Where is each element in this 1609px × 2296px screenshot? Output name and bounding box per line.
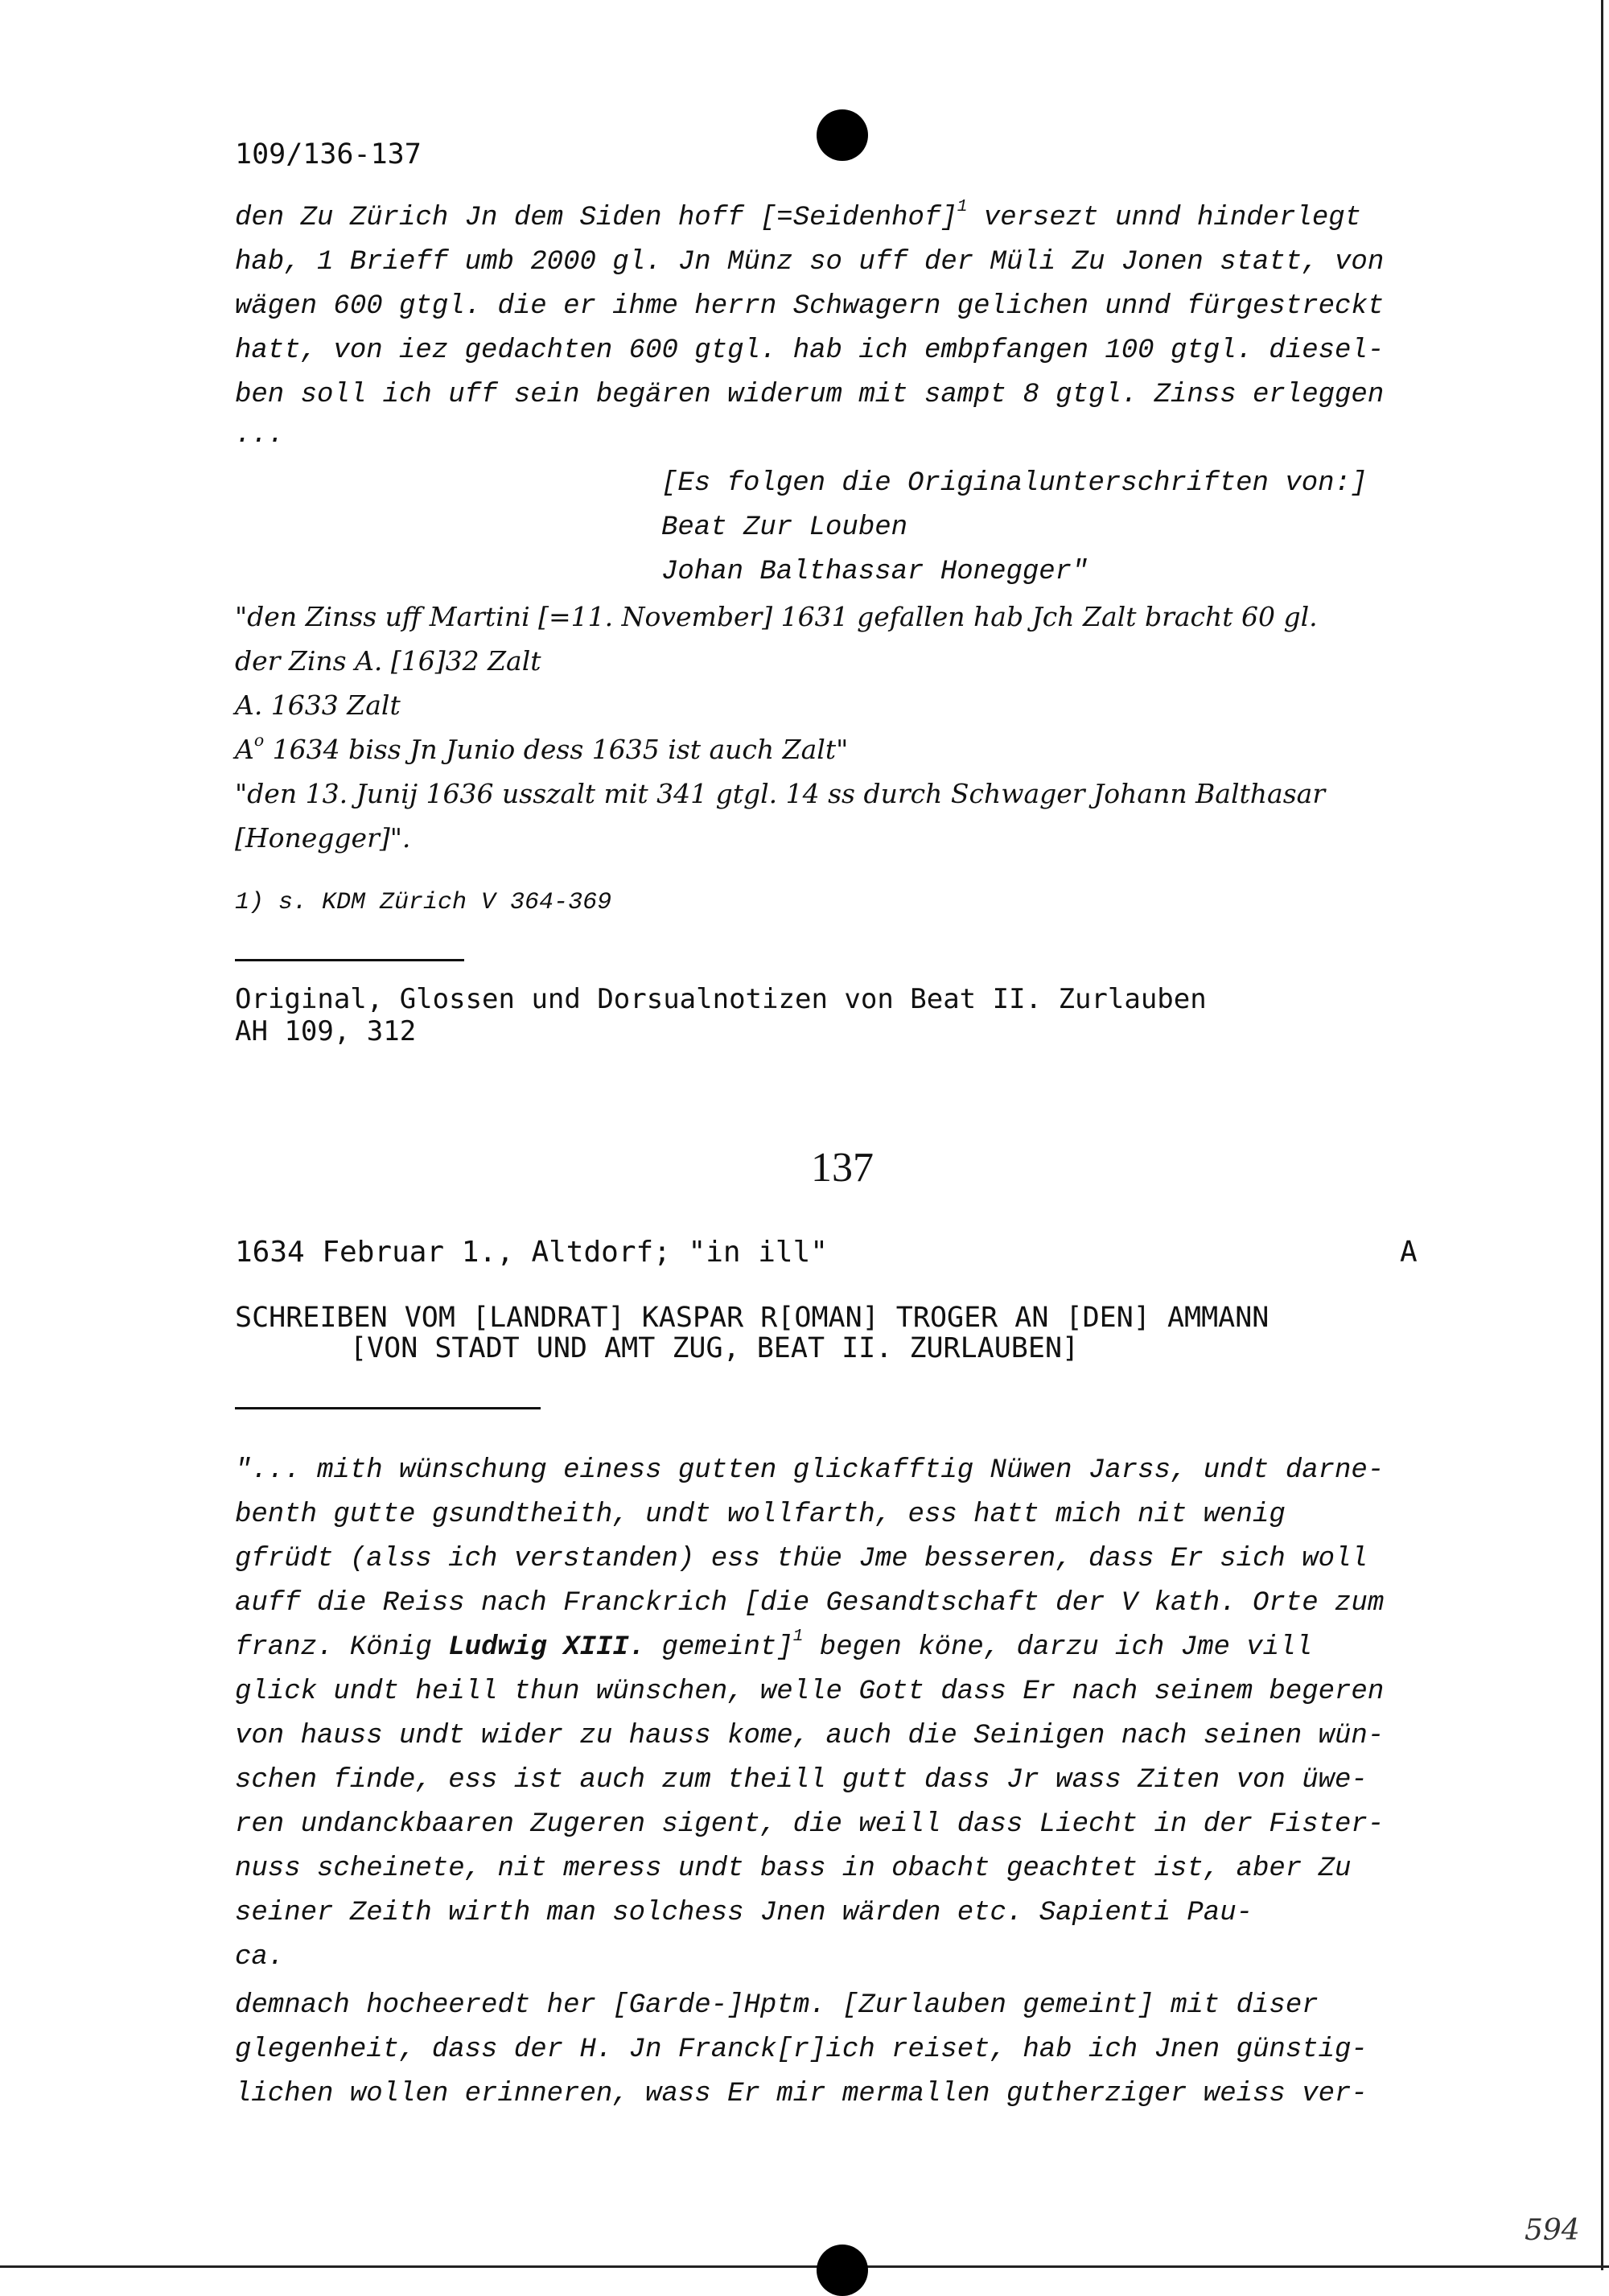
punch-hole-top xyxy=(817,109,868,161)
footnote-marker: 1 xyxy=(792,1627,804,1647)
text-line: schen finde, ess ist auch zum theill gutt dass Jr wass Ziten von üwe- xyxy=(235,1765,1368,1796)
text-line: ben soll ich uff sein begären widerum mit sampt 8 gtgl. Zinss erleggen xyxy=(235,380,1385,410)
emphasized-name: Ludwig XIII. xyxy=(448,1632,646,1663)
dorsal-note: "den 13. Junij 1636 usszalt mit 341 gtgl. 14 ss durch Schwager Johann Balthasar xyxy=(235,778,1326,809)
signature-intro: [Es folgen die Originalunterschriften von:] xyxy=(661,468,1368,499)
text-line: glegenheit, dass der H. Jn Franck[r]ich reiset, hab ich Jnen günstig- xyxy=(235,2035,1368,2065)
text-line: glick undt heill thun wünschen, welle Gott dass Er nach seinem begeren xyxy=(235,1677,1385,1707)
footnote-marker: 1 xyxy=(957,197,968,217)
text-line: benth gutte gsundtheith, undt wollfarth, ess hatt mich nit wenig xyxy=(235,1500,1286,1530)
page-edge-right xyxy=(1601,0,1603,2270)
text-line: hatt, von iez gedachten 600 gtgl. hab ich embpfangen 100 gtgl. diesel- xyxy=(235,335,1385,366)
page-stamp: 594 xyxy=(1525,2214,1580,2247)
text-line: hab, 1 Brieff umb 2000 gl. Jn Münz so uff der Müli Zu Jonen statt, von xyxy=(235,247,1385,278)
dorsal-note: [Honegger]". xyxy=(235,822,411,854)
text-line: ren undanckbaaren Zugeren sigent, die weill dass Liecht in der Fister- xyxy=(235,1809,1385,1840)
page-edge-bottom xyxy=(0,2265,1609,2268)
text-line: ... xyxy=(235,420,285,451)
footnote: 1) s. KDM Zürich V 364-369 xyxy=(235,889,612,916)
dateline: 1634 Februar 1., Altdorf; "in ill" xyxy=(235,1236,828,1269)
text-line: gfrüdt (alss ich verstanden) ess thüe Jme besseren, dass Er sich woll xyxy=(235,1544,1368,1574)
separator-rule xyxy=(235,1407,541,1409)
dorsal-note: der Zins A. [16]32 Zalt xyxy=(235,645,541,677)
text-line: wägen 600 gtgl. die er ihme herrn Schwagern gelichen unnd fürgestreckt xyxy=(235,291,1385,322)
dorsal-note: $A^o$ 1634 biss Jn Junio dess 1635 ist auch Zalt" xyxy=(235,730,849,765)
document-title: [VON STADT UND AMT ZUG, BEAT II. ZURLAUBEN] xyxy=(350,1332,1080,1364)
text-line: seiner Zeith wirth man solchess Jnen wärden etc. Sapienti Pau- xyxy=(235,1898,1253,1928)
text-line: von hauss undt wider zu hauss kome, auch die Seinigen nach seinen wün- xyxy=(235,1721,1385,1751)
text-line: lichen wollen erinneren, wass Er mir mermallen gutherziger weiss ver- xyxy=(235,2079,1368,2109)
text-line: demnach hocheeredt her [Garde-]Hptm. [Zurlauben gemeint] mit diser xyxy=(235,1990,1319,2021)
text-line: franz. König Ludwig XIII. gemeint]$^1$ begen köne, darzu ich Jme vill xyxy=(235,1627,1312,1663)
text-line: "... mith wünschung einess gutten glickafftig Nüwen Jarss, undt darne- xyxy=(235,1455,1385,1486)
text-line: ca. xyxy=(235,1942,285,1973)
source-note: Original, Glossen und Dorsualnotizen von Beat II. Zurlauben xyxy=(235,983,1207,1015)
archive-reference: AH 109, 312 xyxy=(235,1015,417,1047)
document-number: 137 xyxy=(811,1145,874,1191)
text-line: den Zu Zürich Jn dem Siden hoff [=Seidenhof]$^1$ versezt unnd hinderlegt xyxy=(235,197,1362,233)
text-line: nuss scheinete, nit meress undt bass in obacht geachtet ist, aber Zu xyxy=(235,1854,1352,1884)
document-title: SCHREIBEN VOM [LANDRAT] KASPAR R[OMAN] TROGER AN [DEN] AMMANN xyxy=(235,1302,1270,1334)
separator-rule xyxy=(235,959,464,961)
dorsal-note: A. 1633 Zalt xyxy=(235,689,401,721)
document-reference: 109/136-137 xyxy=(235,138,422,171)
dorsal-note: "den Zinss uff Martini [=11. November] 1631 gefallen hab Jch Zalt bracht 60 gl. xyxy=(235,601,1318,632)
signature-name: Beat Zur Louben xyxy=(661,512,908,543)
punch-hole-bottom xyxy=(817,2245,868,2296)
signature-name: Johan Balthassar Honegger" xyxy=(661,557,1088,587)
text-line: auff die Reiss nach Franckrich [die Gesandtschaft der V kath. Orte zum xyxy=(235,1588,1385,1619)
document-type-letter: A xyxy=(1400,1236,1418,1269)
